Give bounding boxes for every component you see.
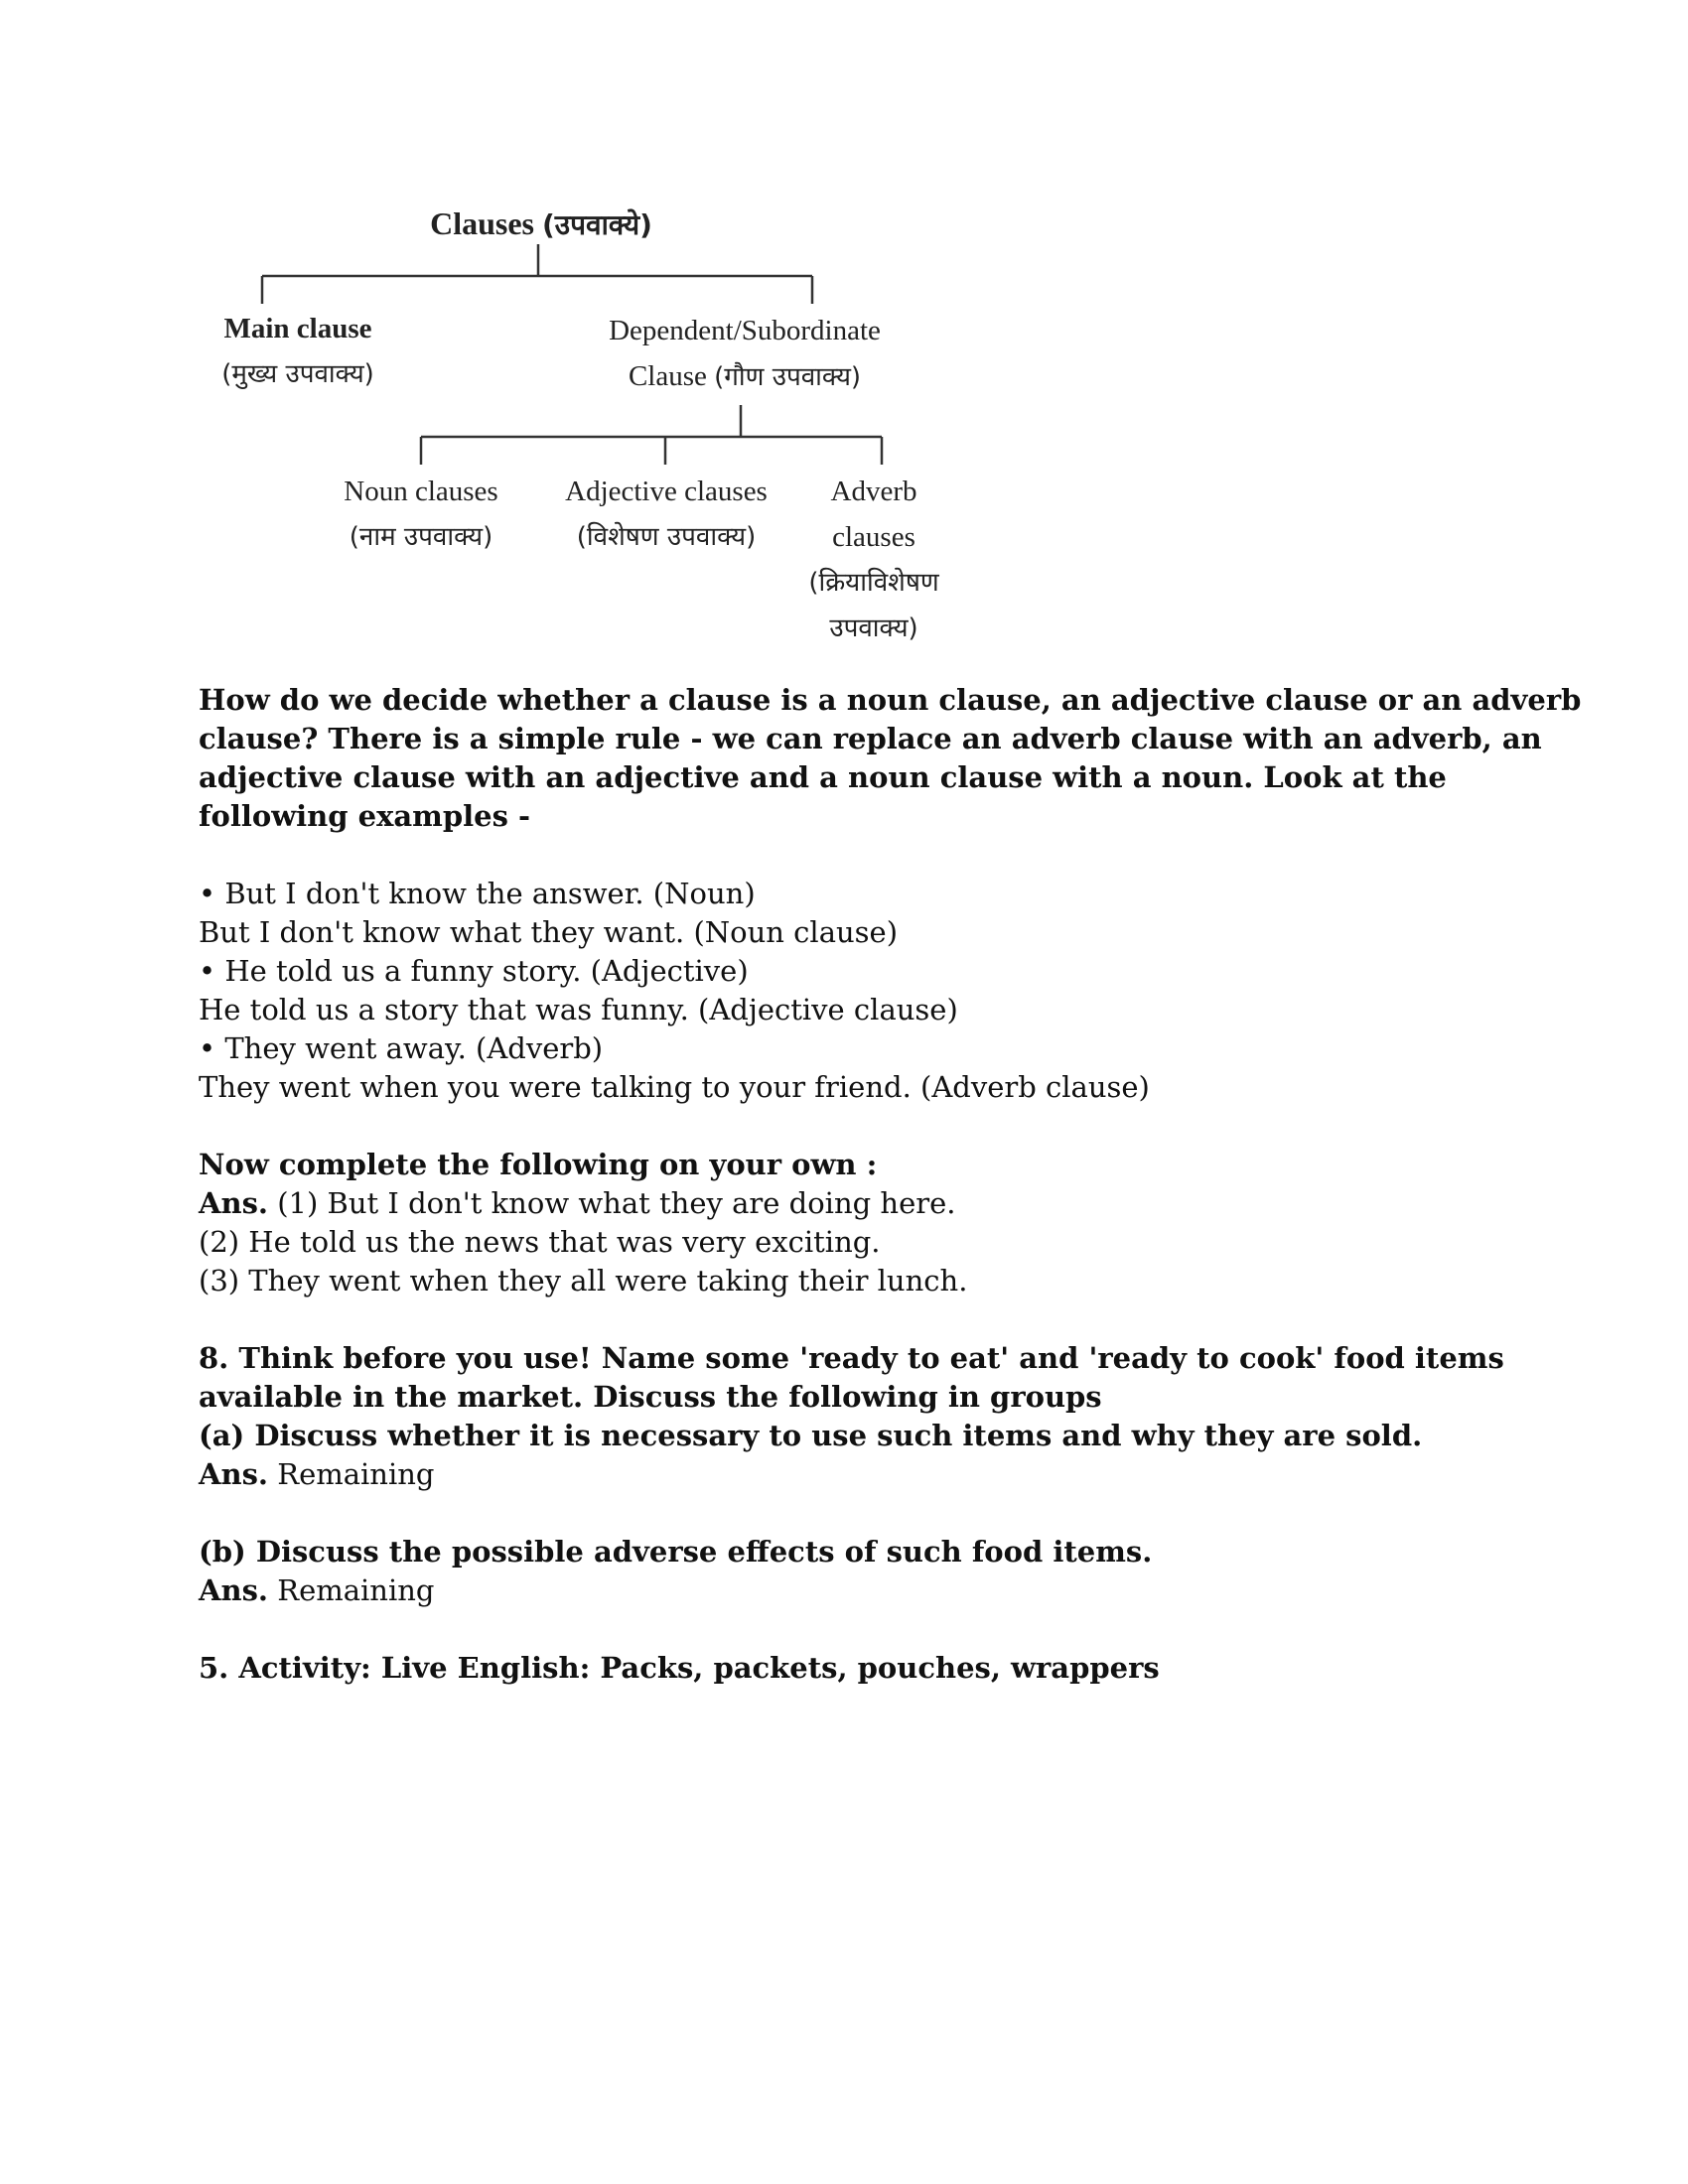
example-line: He told us a story that was funny. (Adjective clause) — [199, 993, 958, 1026]
ans-label: Ans. — [199, 1186, 269, 1220]
answer-text: (1) But I don't know what they are doing here. — [268, 1186, 956, 1220]
adjective-clauses-label-hi: (विशेषण उपवाक्य) — [576, 522, 757, 552]
question-8-line: 8. Think before you use! Name some 'ready to eat' and 'ready to cook' food items — [199, 1341, 1504, 1375]
complete-section — [199, 1146, 1509, 1300]
dependent-clause-label-en2: Clause — [628, 360, 707, 392]
activity-heading: 5. Activity: Live English: Packs, packets, pouches, wrappers — [199, 1651, 1160, 1685]
root-label-en: Clauses — [430, 205, 534, 241]
answer-text: Remaining — [268, 1573, 435, 1607]
question-8b: (b) Discuss the possible adverse effects of such food items. — [199, 1535, 1153, 1569]
dependent-clause-label-hi: (गौण उपवाक्य) — [714, 362, 862, 392]
complete-answer-1 — [199, 1184, 1509, 1223]
main-clause-label-en: Main clause — [223, 313, 372, 344]
ans-label: Ans. — [199, 1457, 269, 1491]
intro-line: adjective clause with an adjective and a noun clause with a noun. Look at the — [199, 760, 1447, 794]
question-8b-answer — [199, 1571, 1509, 1610]
adverb-clauses-label-en2: clauses — [832, 521, 915, 553]
complete-answer-2: (2) He told us the news that was very exciting. — [199, 1225, 881, 1259]
complete-heading: Now complete the following on your own : — [199, 1148, 878, 1181]
answer-text: Remaining — [268, 1457, 435, 1491]
adverb-clauses-label-hi1: (क्रियाविशेषण — [808, 568, 939, 598]
complete-answer-3: (3) They went when they all were taking their lunch. — [199, 1264, 968, 1297]
adverb-clauses-label-hi2: उपवाक्य) — [829, 614, 918, 643]
example-line: • But I don't know the answer. (Noun) — [199, 877, 756, 910]
root-node — [377, 201, 705, 248]
question-8-line: available in the market. Discuss the following in groups — [199, 1380, 1102, 1414]
adverb-clauses-node — [792, 469, 955, 651]
dependent-clause-node — [571, 308, 918, 400]
question-8-section — [199, 1339, 1509, 1610]
adjective-clauses-label-en: Adjective clauses — [565, 476, 768, 507]
noun-clauses-node — [316, 469, 526, 560]
noun-clauses-label-en: Noun clauses — [344, 476, 498, 507]
noun-clauses-label-hi: (नाम उपवाक्य) — [349, 522, 493, 552]
main-clause-label-hi: (मुख्य उपवाक्य) — [221, 359, 374, 389]
intro-line: How do we decide whether a clause is a noun clause, an adjective clause or an adverb — [199, 683, 1582, 717]
page-content — [199, 681, 1582, 1688]
examples-list — [199, 875, 1509, 1107]
main-clause-node — [189, 306, 407, 397]
dependent-clause-label-en: Dependent/Subordinate — [609, 315, 881, 346]
example-line: But I don't know what they want. (Noun clause) — [199, 915, 899, 949]
clauses-tree-diagram — [0, 0, 1688, 675]
ans-label: Ans. — [199, 1573, 269, 1607]
intro-paragraph — [199, 681, 1582, 836]
adverb-clauses-label-en1: Adverb — [830, 476, 917, 507]
question-8a: (a) Discuss whether it is necessary to use such items and why they are sold. — [199, 1419, 1423, 1452]
intro-line: clause? There is a simple rule - we can replace an adverb clause with an adverb, an — [199, 722, 1542, 755]
question-8a-answer — [199, 1455, 1509, 1494]
intro-line: following examples - — [199, 799, 531, 833]
example-line: • He told us a funny story. (Adjective) — [199, 954, 749, 988]
example-line: • They went away. (Adverb) — [199, 1031, 604, 1065]
example-line: They went when you were talking to your friend. (Adverb clause) — [199, 1070, 1150, 1104]
root-label-hi: (उपवाक्ये) — [542, 208, 652, 241]
adjective-clauses-node — [544, 469, 788, 560]
